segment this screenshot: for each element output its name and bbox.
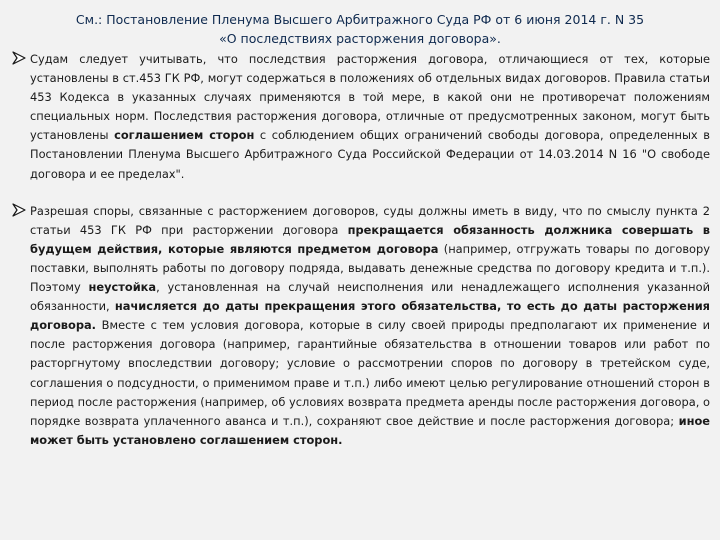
text-run-bold: прекращается обязанность должника совершать в будущем действия, которые являются предметом договора: [30, 222, 711, 256]
text-run: с соблюдением общих ограничений свободы договора, определенных в Постановлении Пленума Высшего Арбитражного Суда Российской Федерации от 14.03.2014 N 16 "О свободе договора и ее пределах".: [30, 128, 710, 181]
slide-title: [10, 10, 710, 48]
bullet-item-1: [10, 50, 710, 184]
text-run: , установленная на случай неисполнения или ненадлежащего исполнения указанной обязанности,: [30, 280, 710, 314]
text-run-bold: начисляется до даты прекращения этого обязательства, то есть до даты расторжения договора.: [30, 299, 710, 333]
text-run-bold: неустойка: [88, 280, 157, 295]
arrowhead-bullet-icon: [12, 202, 26, 220]
title-line-1: См.: Постановление Пленума Высшего Арбитражного Суда РФ от 6 июня 2014 г. N 35: [75, 12, 645, 27]
bullet-item-2: [10, 202, 710, 450]
text-run-bold: соглашением сторон: [114, 128, 255, 143]
bullet-text-2: [30, 202, 710, 450]
arrowhead-bullet-icon: [12, 50, 26, 68]
text-run-bold: иное может быть установлено соглашением сторон.: [30, 413, 710, 447]
text-run: (например, отгружать товары по договору поставки, выполнять работы по договору подряда, выдавать денежные средства по договору кредита и т.п.). Поэтому: [30, 241, 710, 295]
title-line-2: «О последствиях расторжения договора».: [219, 31, 501, 46]
text-run: Судам следует учитывать, что последствия расторжения договора, отличающиеся от тех, которые установлены в ст.453 ГК РФ, могут содержаться в положениях об отдельных видах договоров. Правила статьи 453 Кодекса в указанных случаях применяются в той мере, в какой они не противоречат положениям специальных норм. Последствия расторжения договора, отличные от предусмотренных законом, могут быть установлены: [30, 52, 710, 143]
bullet-text-1: [30, 50, 710, 184]
text-run: Разрешая споры, связанные с расторжением договоров, суды должны иметь в виду, что по смыслу пункта 2 статьи 453 ГК РФ при расторжении договора: [30, 203, 710, 237]
text-run: Вместе с тем условия договора, которые в силу своей природы предполагают их применение и после расторжения договора (например, гарантийные обязательства в отношении товаров или работ по расторгнутому впоследствии договору; условие о рассмотрении споров по договору в третейском суде, соглашения о подсудности, о применимом праве и т.п.) либо имеют целью регулирование отношений сторон в период после расторжения (например, об условиях возврата предмета аренды после расторжения договора, о порядке возврата уплаченного аванса и т.п.), сохраняют свое действие и после расторжения договора;: [30, 318, 710, 428]
